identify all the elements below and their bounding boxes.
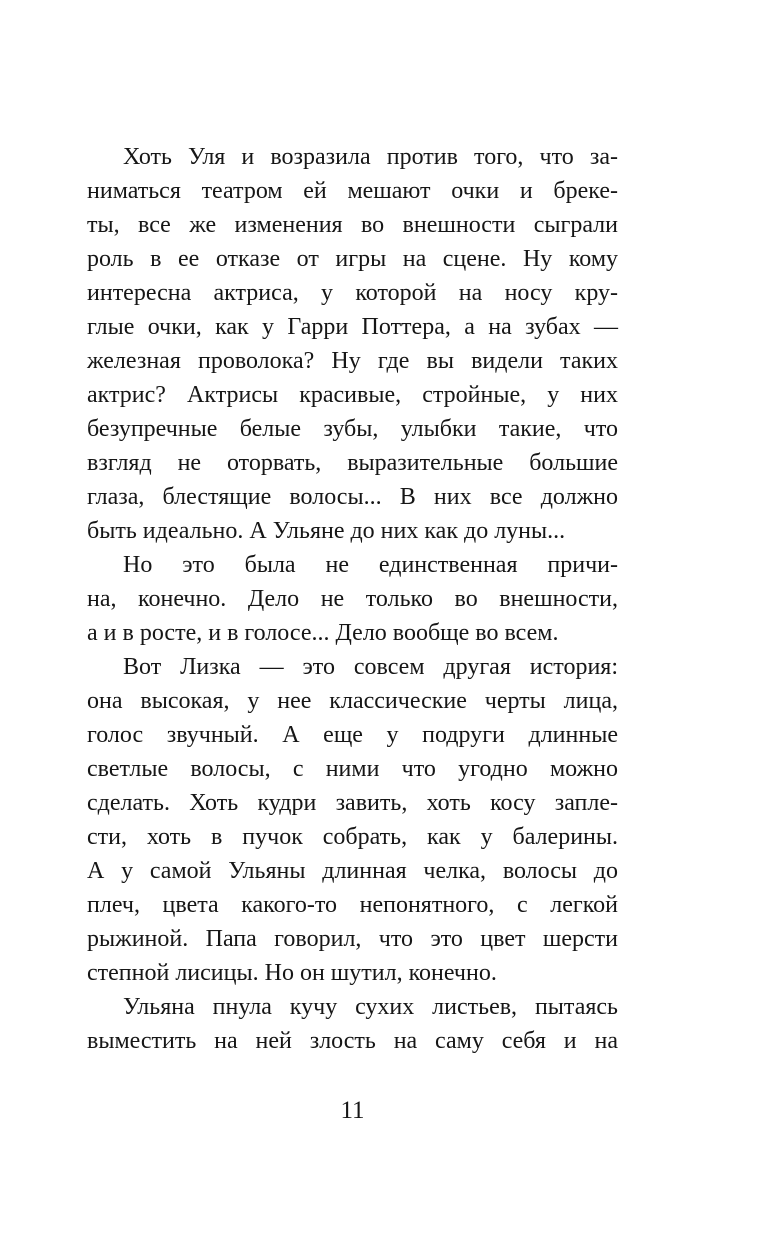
text-line: актрис? Актрисы красивые, стройные, у них bbox=[87, 382, 618, 408]
paragraph bbox=[87, 548, 618, 650]
paragraph bbox=[87, 140, 618, 548]
text-line: сделать. Хоть кудри завить, хоть косу запле- bbox=[87, 790, 618, 816]
text-block bbox=[87, 140, 618, 1058]
text-line: взгляд не оторвать, выразительные большие bbox=[87, 450, 618, 476]
text-line: а и в росте, и в голосе... Дело вообще во всем. bbox=[87, 620, 559, 646]
text-line: ты, все же изменения во внешности сыграли bbox=[87, 212, 618, 238]
text-line: глаза, блестящие волосы... В них все должно bbox=[87, 484, 618, 510]
text-line: голос звучный. А еще у подруги длинные bbox=[87, 722, 618, 748]
text-line: интересна актриса, у которой на носу кру- bbox=[87, 280, 618, 306]
paragraph bbox=[87, 990, 618, 1058]
text-line: Но это была не единственная причи- bbox=[123, 552, 618, 578]
text-line: безупречные белые зубы, улыбки такие, что bbox=[87, 416, 618, 442]
text-line: Вот Лизка — это совсем другая история: bbox=[123, 654, 618, 680]
paragraph bbox=[87, 650, 618, 990]
page-footer bbox=[87, 1096, 618, 1126]
text-line: светлые волосы, с ними что угодно можно bbox=[87, 756, 618, 782]
text-line: железная проволока? Ну где вы видели таких bbox=[87, 348, 618, 374]
text-line: быть идеально. А Ульяне до них как до луны... bbox=[87, 518, 566, 544]
text-line: рыжиной. Папа говорил, что это цвет шерсти bbox=[87, 926, 618, 952]
text-line: на, конечно. Дело не только во внешности, bbox=[87, 586, 618, 612]
text-line: роль в ее отказе от игры на сцене. Ну кому bbox=[87, 246, 618, 272]
text-line: степной лисицы. Но он шутил, конечно. bbox=[87, 960, 497, 986]
text-line: выместить на ней злость на саму себя и на bbox=[87, 1028, 618, 1054]
text-line: сти, хоть в пучок собрать, как у балерины. bbox=[87, 824, 618, 850]
text-line: она высокая, у нее классические черты лица, bbox=[87, 688, 618, 714]
text-line: А у самой Ульяны длинная челка, волосы до bbox=[87, 858, 618, 884]
text-line: глые очки, как у Гарри Поттера, а на зубах — bbox=[87, 314, 618, 340]
page-number: 11 bbox=[340, 1097, 365, 1124]
text-line: Хоть Уля и возразила против того, что за- bbox=[123, 144, 618, 170]
text-line: Ульяна пнула кучу сухих листьев, пытаясь bbox=[123, 994, 618, 1020]
text-line: ниматься театром ей мешают очки и бреке- bbox=[87, 178, 618, 204]
text-line: плеч, цвета какого-то непонятного, с легкой bbox=[87, 892, 618, 918]
